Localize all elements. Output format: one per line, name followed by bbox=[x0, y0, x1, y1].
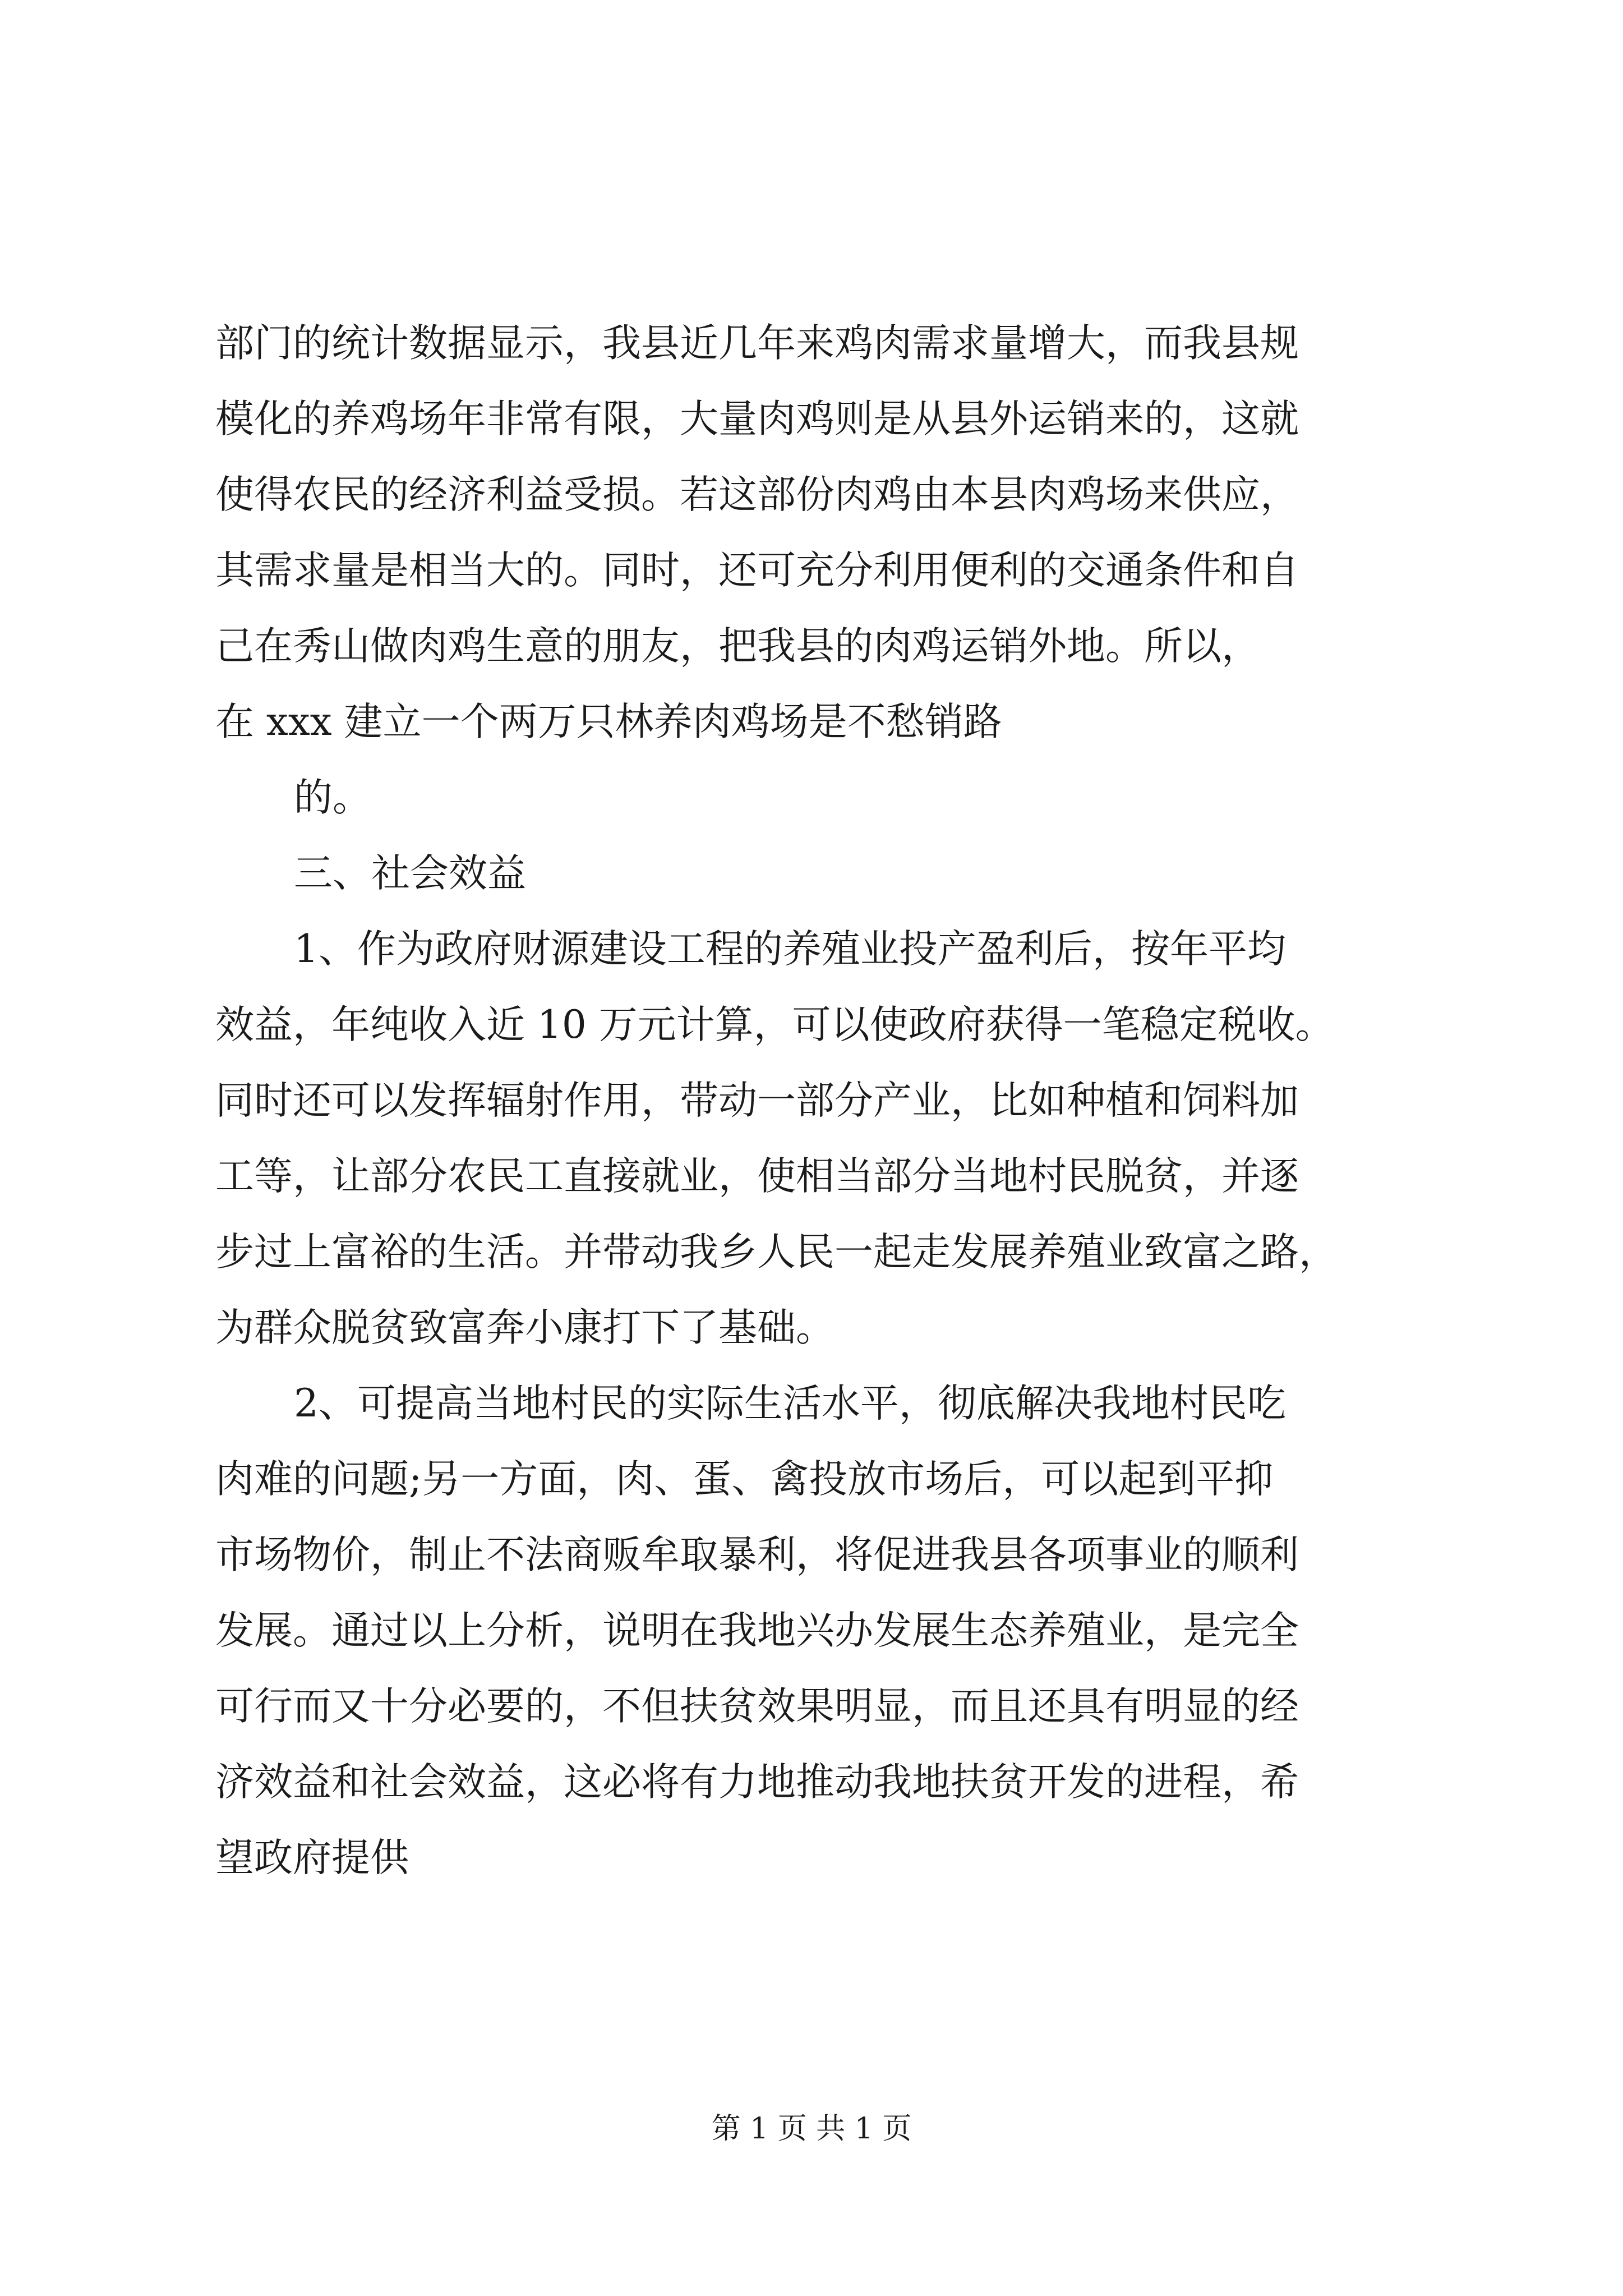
text-line: 工等，让部分农民工直接就业，使相当部分当地村民脱贫，并逐 bbox=[215, 1154, 1299, 1199]
text-line: 可行而又十分必要的，不但扶贫效果明显，而且还具有明显的经 bbox=[215, 1684, 1299, 1729]
text-line: 效益，年纯收入近 10 万元计算，可以使政府获得一笔稳定税收。 bbox=[215, 1002, 1334, 1047]
text-line: 步过上富裕的生活。并带动我乡人民一起走发展养殖业致富之路， bbox=[215, 1230, 1338, 1274]
text-line: 望政府提供 bbox=[215, 1835, 409, 1880]
text-line: 在 xxx 建立一个两万只林养肉鸡场是不愁销路 bbox=[215, 700, 1002, 744]
page-footer: 第 1 页 共 1 页 bbox=[711, 2112, 912, 2146]
text-line: 模化的养鸡场年非常有限，大量肉鸡则是从县外运销来的，这就 bbox=[215, 397, 1299, 441]
text-line: 济效益和社会效益，这必将有力地推动我地扶贫开发的进程，希 bbox=[215, 1760, 1299, 1805]
paragraph-first-line: 1、作为政府财源建设工程的养殖业投产盈利后，按年平均 bbox=[294, 927, 1286, 972]
text-line: 市场物价，制止不法商贩牟取暴利，将促进我县各项事业的顺利 bbox=[215, 1533, 1299, 1577]
text-line: 肉难的问题;另一方面，肉、蛋、禽投放市场后，可以起到平抑 bbox=[215, 1457, 1274, 1502]
text-line: 部门的统计数据显示，我县近几年来鸡肉需求量增大，而我县规 bbox=[215, 321, 1299, 366]
text-line: 其需求量是相当大的。同时，还可充分利用便利的交通条件和自 bbox=[215, 548, 1299, 593]
document-body bbox=[215, 306, 1421, 1896]
paragraph-first-line: 2、可提高当地村民的实际生活水平，彻底解决我地村民吃 bbox=[294, 1381, 1286, 1426]
section-heading: 三、社会效益 bbox=[294, 851, 526, 896]
text-line: 使得农民的经济利益受损。若这部份肉鸡由本县肉鸡场来供应， bbox=[215, 472, 1299, 517]
text-line: 的。 bbox=[294, 775, 371, 820]
text-line: 同时还可以发挥辐射作用，带动一部分产业，比如种植和饲料加 bbox=[215, 1078, 1299, 1123]
text-line: 己在秀山做肉鸡生意的朋友，把我县的肉鸡运销外地。所以， bbox=[215, 624, 1260, 669]
text-line: 发展。通过以上分析，说明在我地兴办发展生态养殖业，是完全 bbox=[215, 1608, 1299, 1653]
text-line: 为群众脱贫致富奔小康打下了基础。 bbox=[215, 1305, 834, 1350]
